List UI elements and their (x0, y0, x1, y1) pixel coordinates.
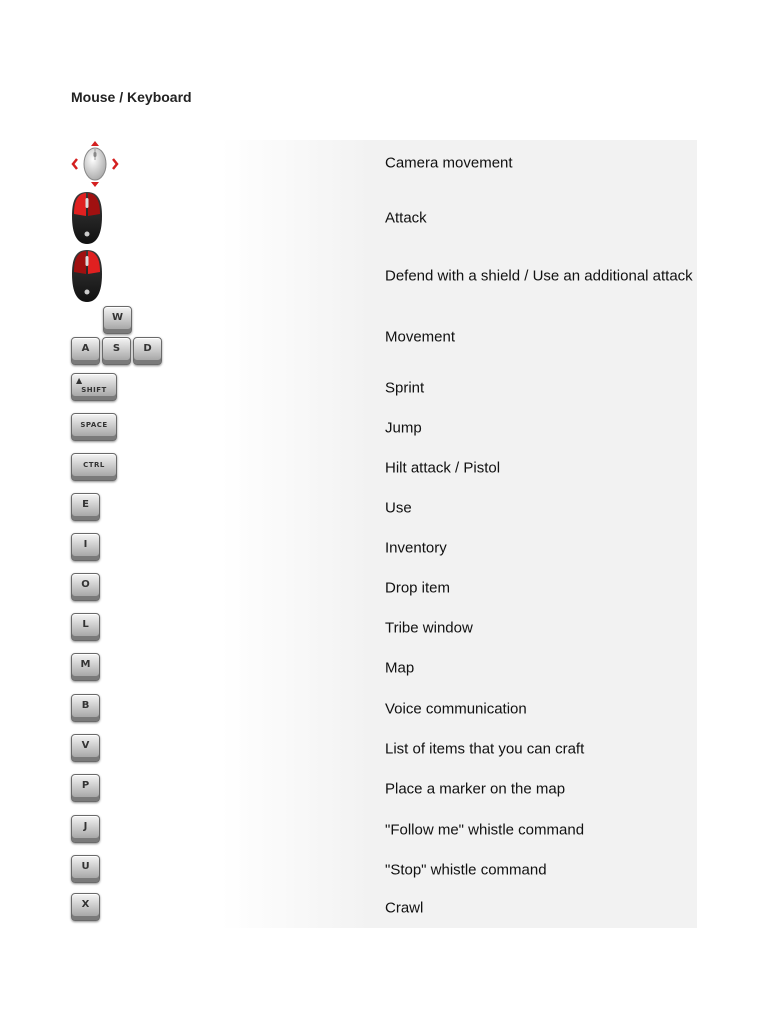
table-row (71, 773, 697, 805)
p-key-icon: P (71, 774, 100, 802)
wasd-keys-icon (71, 306, 371, 368)
u-key-icon: U (71, 855, 100, 883)
page-title: Mouse / Keyboard (71, 89, 192, 105)
j-key-icon: J (71, 815, 100, 843)
table-row (71, 248, 697, 304)
mouse-left-click-icon (71, 190, 103, 251)
table-row (71, 372, 697, 404)
i-key-icon: I (71, 533, 100, 561)
shift-key-icon: ▲ SHIFT (71, 373, 117, 401)
table-row (71, 572, 697, 604)
row-description: Camera movement (385, 154, 513, 172)
row-description: Drop item (385, 579, 451, 597)
e-key-icon: E (71, 493, 100, 521)
row-description: "Follow me" whistle command (385, 821, 585, 839)
ctrl-key-icon: CTRL (71, 453, 117, 481)
table-row (71, 733, 697, 765)
mouse-move-icon (71, 140, 119, 193)
table-row (71, 452, 697, 484)
table-row (71, 693, 697, 725)
w-key-icon: W (103, 306, 132, 334)
row-description: Defend with a shield / Use an additional attack (385, 267, 693, 285)
table-row (71, 190, 697, 246)
mouse-right-click-icon (71, 248, 103, 309)
row-description: Movement (385, 328, 456, 346)
row-description: Place a marker on the map (385, 780, 566, 798)
row-description: Attack (385, 209, 427, 227)
row-description: Crawl (385, 899, 424, 917)
table-row (71, 306, 697, 368)
l-key-icon: L (71, 613, 100, 641)
row-description: Tribe window (385, 619, 473, 637)
table-row (71, 612, 697, 644)
row-description: Hilt attack / Pistol (385, 459, 501, 477)
row-description: "Stop" whistle command (385, 861, 547, 879)
table-row (71, 854, 697, 886)
s-key-icon: S (102, 337, 131, 365)
table-row (71, 492, 697, 524)
row-description: Jump (385, 419, 422, 437)
space-key-icon: SPACE (71, 413, 117, 441)
controls-table (71, 140, 697, 928)
o-key-icon: O (71, 573, 100, 601)
table-row (71, 532, 697, 564)
row-description: Sprint (385, 379, 425, 397)
a-key-icon: A (71, 337, 100, 365)
m-key-icon: M (71, 653, 100, 681)
table-row (71, 652, 697, 684)
row-description: Inventory (385, 539, 447, 557)
row-description: Map (385, 659, 415, 677)
x-key-icon: X (71, 893, 100, 921)
b-key-icon: B (71, 694, 100, 722)
d-key-icon: D (133, 337, 162, 365)
table-row (71, 892, 697, 924)
v-key-icon: V (71, 734, 100, 762)
row-description: Voice communication (385, 700, 527, 718)
table-row (71, 140, 697, 186)
table-row (71, 412, 697, 444)
row-description: Use (385, 499, 412, 517)
table-row (71, 814, 697, 846)
row-description: List of items that you can craft (385, 740, 585, 758)
